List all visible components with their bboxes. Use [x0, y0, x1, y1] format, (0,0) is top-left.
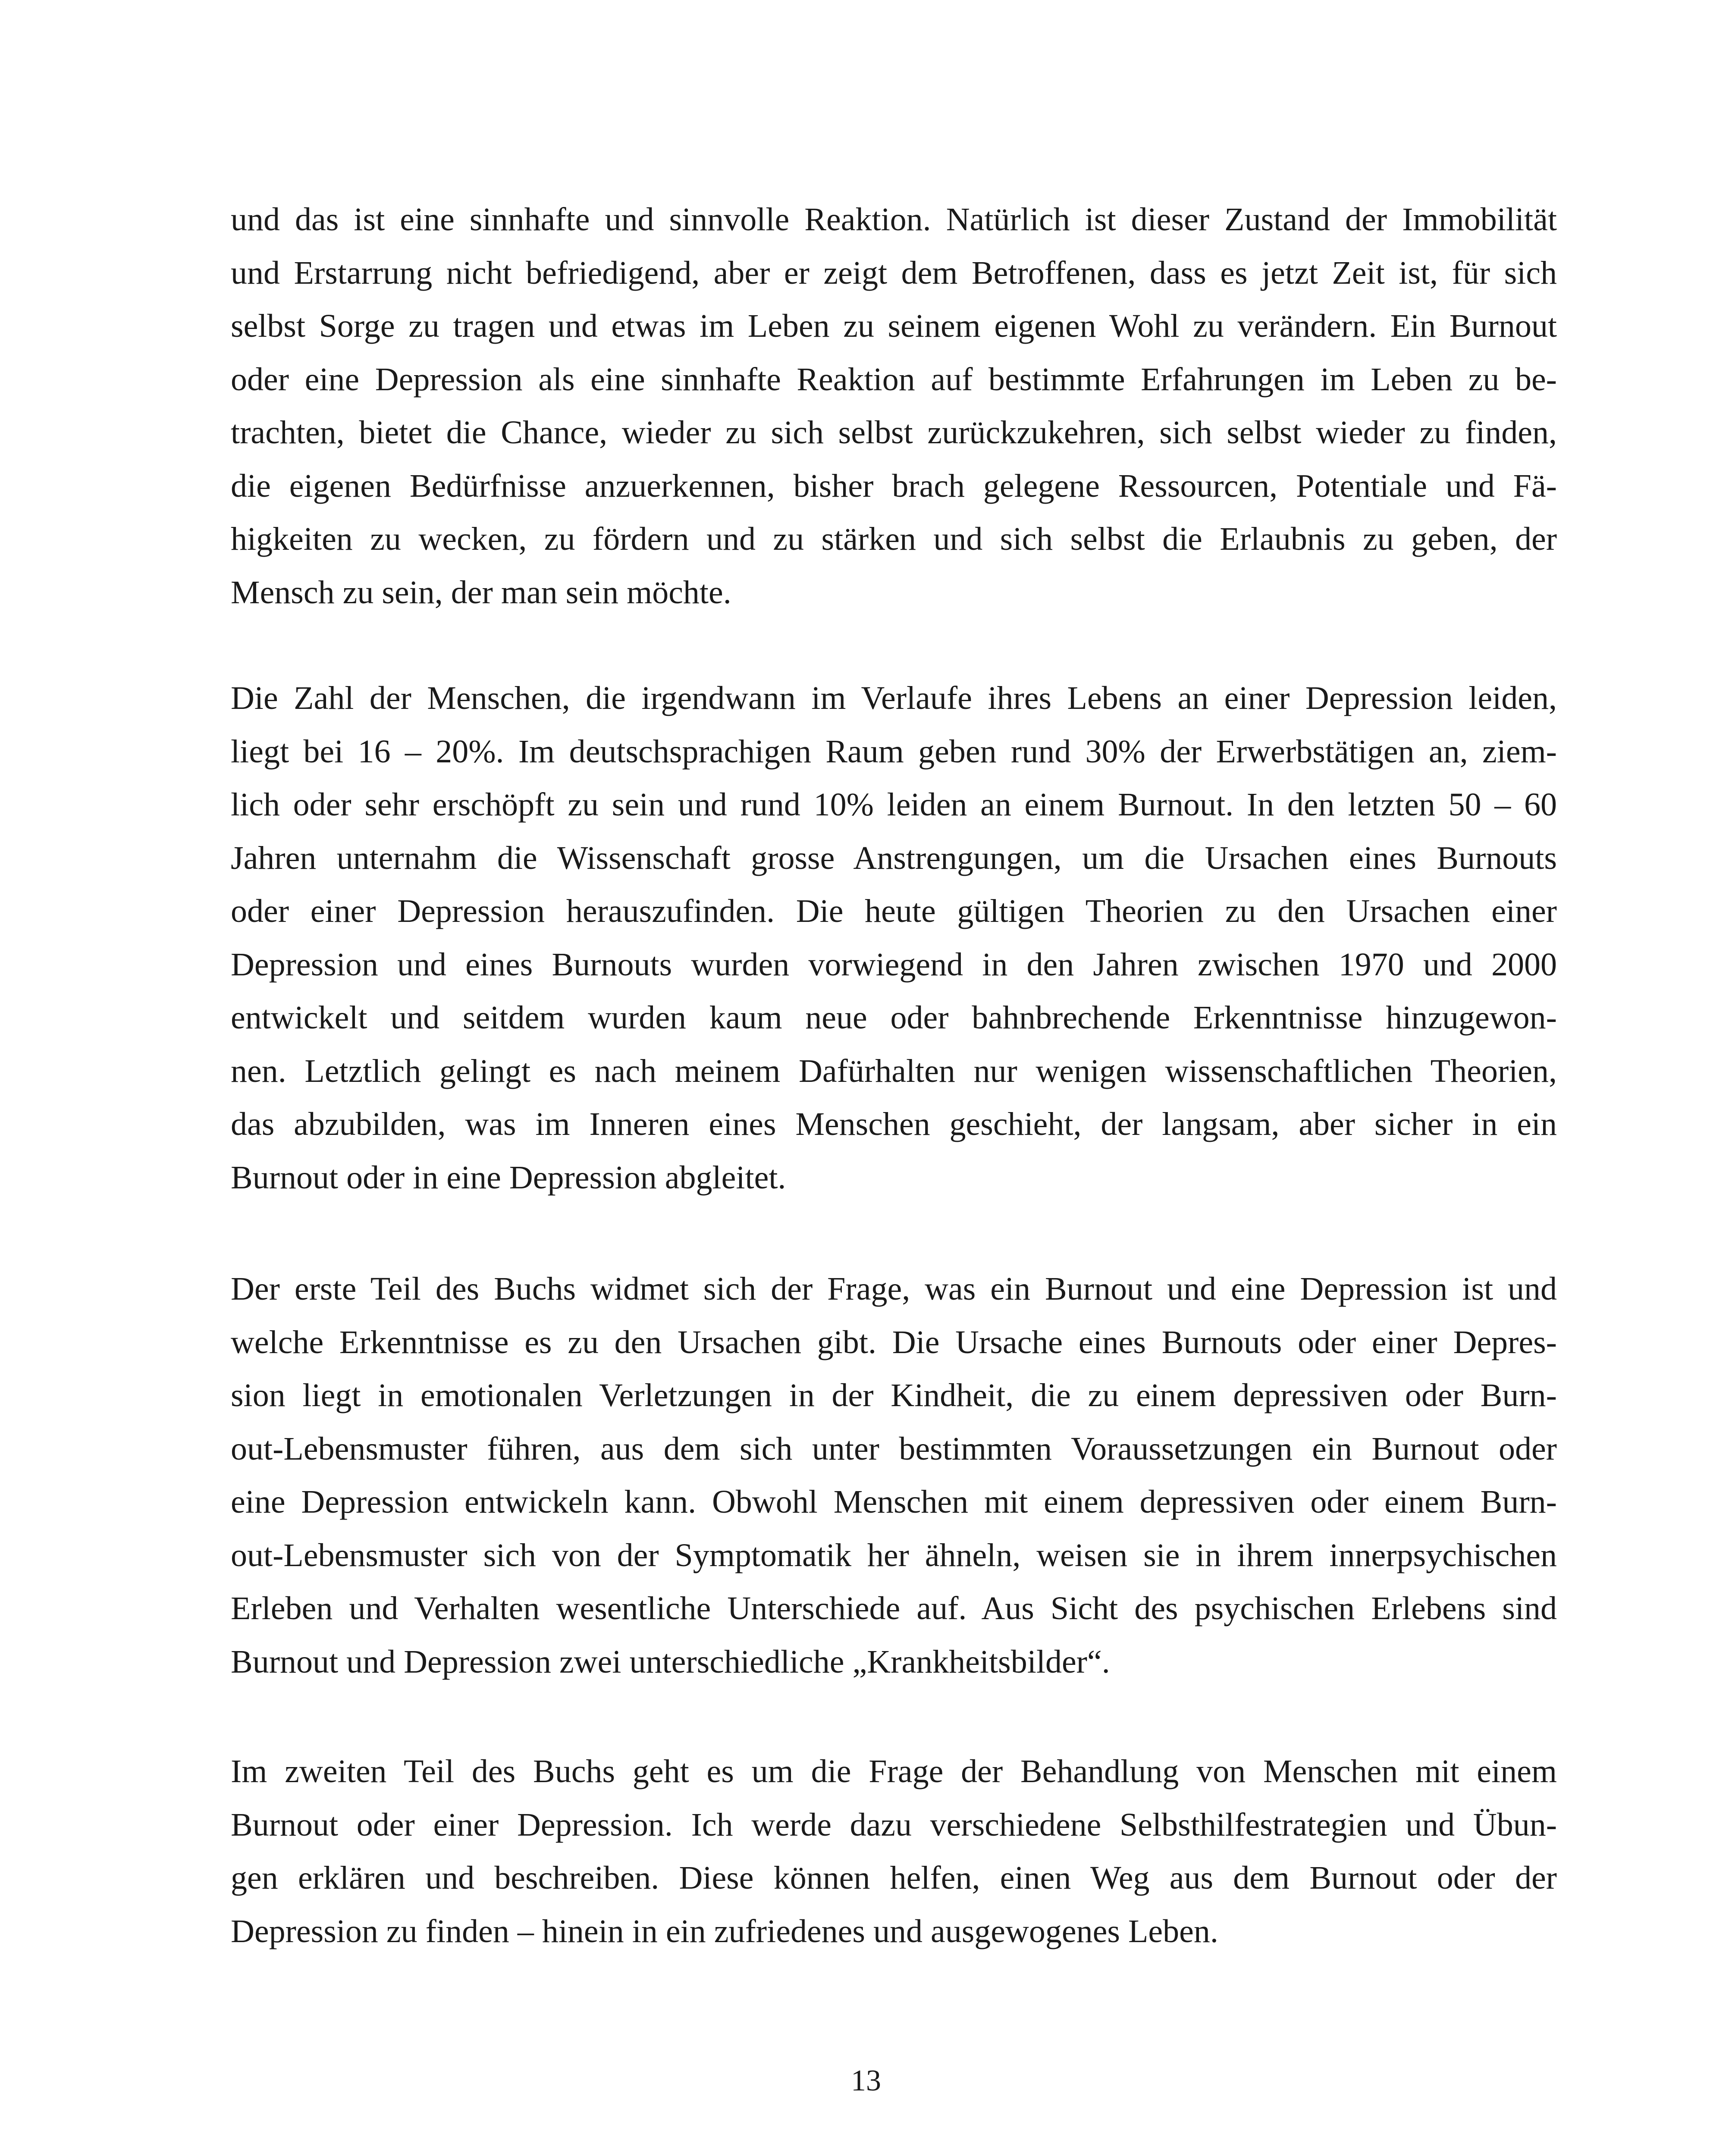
text-line: Jahren unternahm die Wissenschaft grosse Anstrengungen, um die Ursachen eines Burnouts	[231, 840, 1557, 876]
text-line: Die Zahl der Menschen, die irgendwann im Verlaufe ihres Lebens an einer Depression leiden,	[231, 680, 1557, 716]
text-line: entwickelt und seitdem wurden kaum neue oder bahnbrechende Erkenntnisse hinzugewon-	[231, 1000, 1557, 1036]
text-line: lich oder sehr erschöpft zu sein und rund 10% leiden an einem Burnout. In den letzten 50 – 60	[231, 787, 1557, 823]
text-line: Burnout und Depression zwei unterschiedliche „Krankheitsbilder“.	[231, 1643, 1110, 1680]
text-line: selbst Sorge zu tragen und etwas im Leben zu seinem eigenen Wohl zu verändern. Ein Burnout	[231, 308, 1557, 344]
text-line: die eigenen Bedürfnisse anzuerkennen, bisher brach gelegene Ressourcen, Potentiale und Fä-	[231, 467, 1557, 504]
text-line: Depression zu finden – hinein in ein zufriedenes und ausgewogenes Leben.	[231, 1913, 1218, 1949]
text-line: oder eine Depression als eine sinnhafte Reaktion auf bestimmte Erfahrungen im Leben zu be-	[231, 361, 1557, 398]
paragraph-4	[231, 1745, 1557, 1958]
text-line: Erleben und Verhalten wesentliche Unterschiede auf. Aus Sicht des psychischen Erlebens sind	[231, 1590, 1557, 1626]
paragraph-2	[231, 672, 1557, 1204]
text-line: higkeiten zu wecken, zu fördern und zu stärken und sich selbst die Erlaubnis zu geben, der	[231, 521, 1557, 557]
text-line: gen erklären und beschreiben. Diese können helfen, einen Weg aus dem Burnout oder der	[231, 1860, 1557, 1896]
text-line: oder einer Depression herauszufinden. Die heute gültigen Theorien zu den Ursachen einer	[231, 893, 1557, 929]
text-line: und Erstarrung nicht befriedigend, aber er zeigt dem Betroffenen, dass es jetzt Zeit ist, für sich	[231, 254, 1557, 291]
text-line: eine Depression entwickeln kann. Obwohl Menschen mit einem depressiven oder einem Burn-	[231, 1484, 1557, 1520]
text-line: das abzubilden, was im Inneren eines Menschen geschieht, der langsam, aber sicher in ein	[231, 1106, 1557, 1142]
text-line: liegt bei 16 – 20%. Im deutschsprachigen Raum geben rund 30% der Erwerbstätigen an, ziem-	[231, 733, 1557, 770]
text-line: Der erste Teil des Buchs widmet sich der Frage, was ein Burnout und eine Depression ist und	[231, 1271, 1557, 1307]
text-line: Mensch zu sein, der man sein möchte.	[231, 574, 731, 611]
text-line: trachten, bietet die Chance, wieder zu sich selbst zurückzukehren, sich selbst wieder zu finden,	[231, 414, 1557, 451]
text-line: und das ist eine sinnhafte und sinnvolle Reaktion. Natürlich ist dieser Zustand der Immobilität	[231, 201, 1557, 238]
text-line: out-Lebensmuster sich von der Symptomatik her ähneln, weisen sie in ihrem innerpsychischen	[231, 1537, 1557, 1573]
text-line: out-Lebensmuster führen, aus dem sich unter bestimmten Voraussetzungen ein Burnout oder	[231, 1430, 1557, 1467]
paragraph-1	[231, 193, 1557, 619]
text-line: Depression und eines Burnouts wurden vorwiegend in den Jahren zwischen 1970 und 2000	[231, 946, 1557, 983]
text-line: nen. Letztlich gelingt es nach meinem Dafürhalten nur wenigen wissenschaftlichen Theorien,	[231, 1053, 1557, 1089]
text-line: Burnout oder in eine Depression abgleitet.	[231, 1159, 786, 1196]
text-line: Im zweiten Teil des Buchs geht es um die Frage der Behandlung von Menschen mit einem	[231, 1753, 1557, 1789]
text-line: sion liegt in emotionalen Verletzungen in der Kindheit, die zu einem depressiven oder Burn-	[231, 1377, 1557, 1413]
text-line: Burnout oder einer Depression. Ich werde dazu verschiedene Selbsthilfestrategien und Übun-	[231, 1806, 1557, 1843]
paragraph-3	[231, 1263, 1557, 1689]
page-number: 13	[851, 2064, 881, 2097]
text-line: welche Erkenntnisse es zu den Ursachen gibt. Die Ursache eines Burnouts oder einer Depres-	[231, 1324, 1557, 1360]
